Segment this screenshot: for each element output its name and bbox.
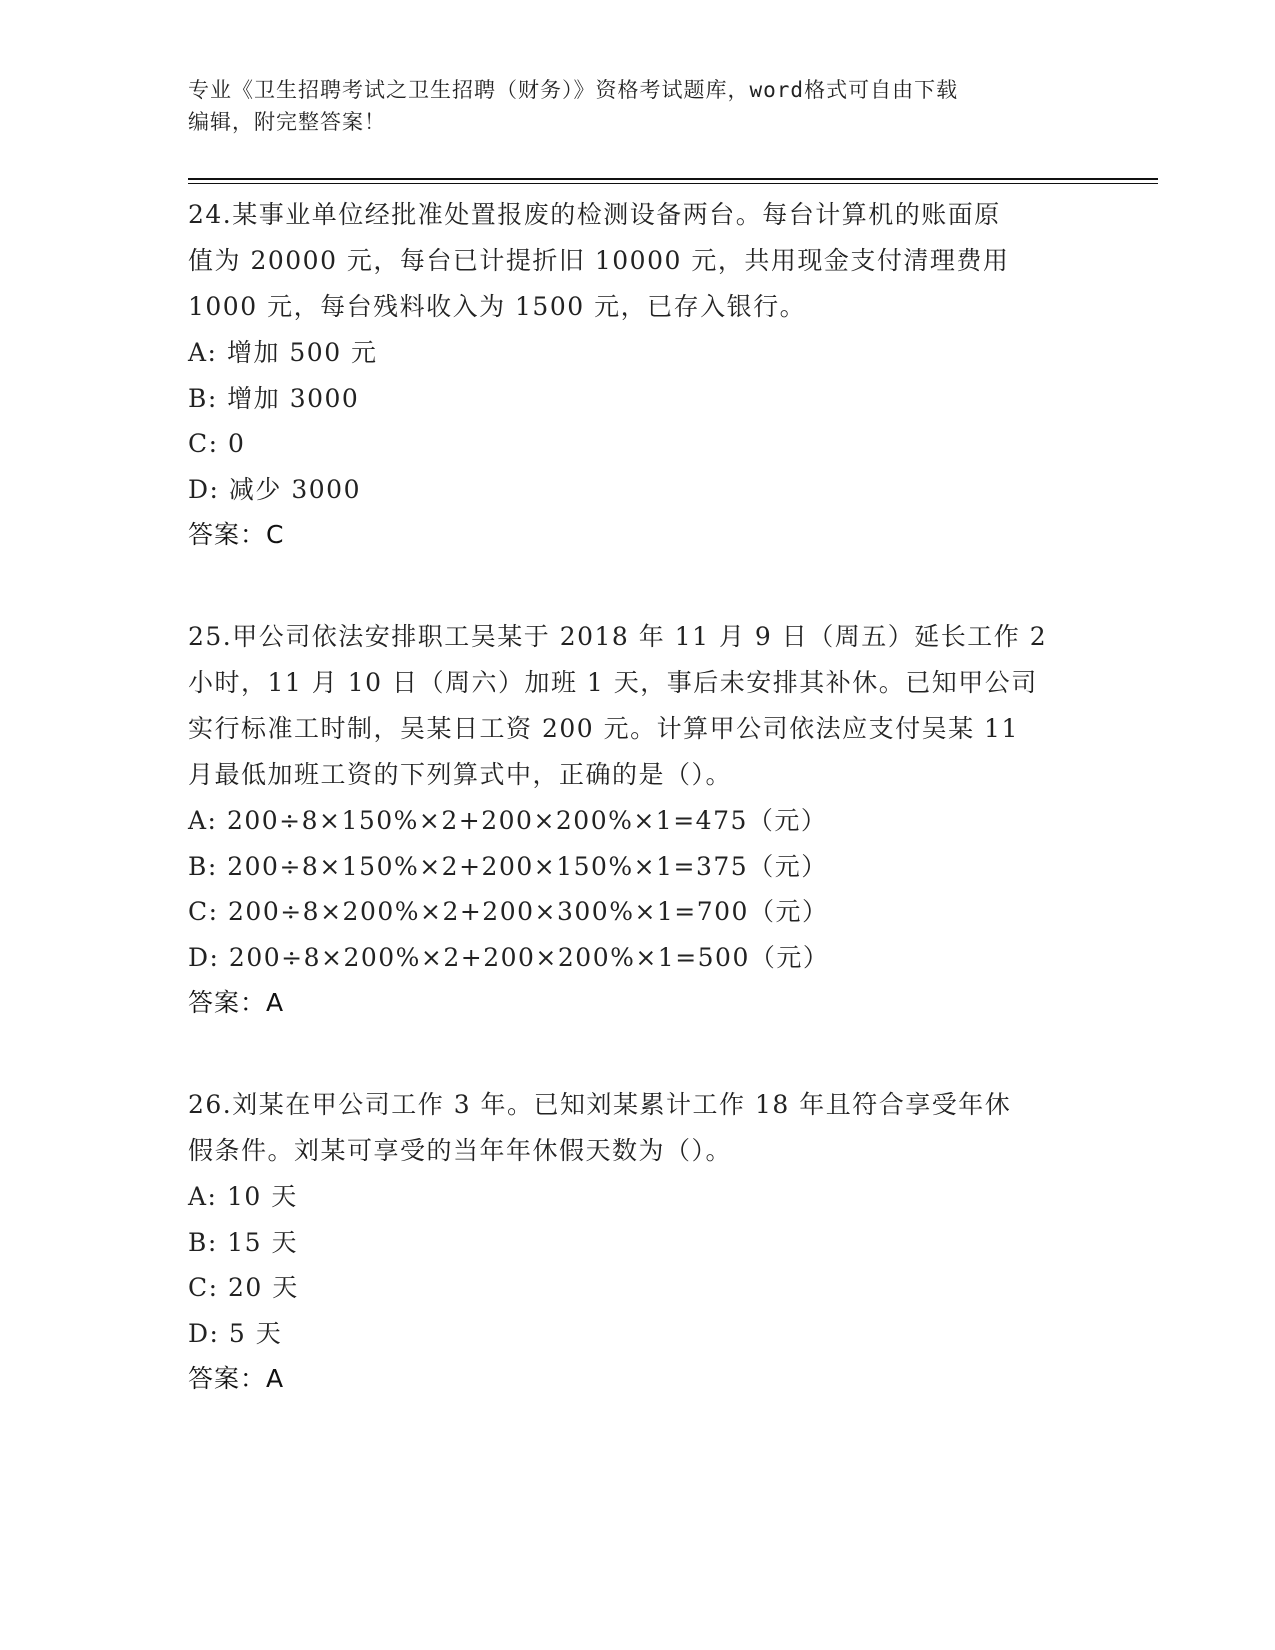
question-24 [188,192,1088,558]
header-line: 专业《卫生招聘考试之卫生招聘（财务）》资格考试题库，word格式可自由下载 [188,78,959,102]
option-label: C: [188,429,219,458]
option-a [188,330,1088,376]
option-label: D: [188,1318,220,1348]
option-label: B: [188,851,218,881]
option-label: C: [188,897,219,926]
option-c [188,421,1088,467]
option-text: 200÷8×200%×2+200×200%×1=500（元） [228,942,830,972]
option-text: 增加 3000 [227,383,360,413]
question-stem-line: 1000 元，每台残料收入为 1500 元，已存入银行。 [188,292,807,321]
option-b [188,376,1088,422]
document-header [188,74,1078,138]
option-c [188,889,1088,935]
option-d [188,1311,1088,1357]
option-text: 15 天 [227,1227,299,1257]
question-25 [188,614,1088,1026]
option-text: 200÷8×200%×2+200×300%×1=700（元） [228,897,829,926]
option-text: 200÷8×150%×2+200×150%×1=375（元） [227,851,828,881]
option-text: 0 [228,429,246,458]
question-26 [188,1082,1088,1402]
answer: 答案：C [188,520,285,549]
question-stem-line: 假条件。刘某可享受的当年年休假天数为（）。 [188,1136,733,1165]
option-label: A: [188,806,218,835]
question-stem-line: 值为 20000 元，每台已计提折旧 10000 元，共用现金支付清理费用 [188,246,1010,275]
option-text: 增加 500 元 [226,338,378,367]
option-d [188,467,1088,513]
option-text: 10 天 [226,1182,298,1211]
question-list [188,192,1088,1458]
question-stem-line: 实行标准工时制，吴某日工资 200 元。计算甲公司依法应支付吴某 11 [188,714,1019,743]
option-text: 5 天 [228,1318,283,1348]
option-a [188,1174,1088,1220]
question-stem [188,614,1088,798]
header-divider [188,178,1158,180]
question-stem-line: 24.某事业单位经批准处置报废的检测设备两台。每台计算机的账面原 [188,200,1001,229]
question-stem-line: 26.刘某在甲公司工作 3 年。已知刘某累计工作 18 年且符合享受年休 [188,1090,1012,1119]
question-stem-line: 小时，11 月 10 日（周六）加班 1 天，事后未安排其补休。已知甲公司 [188,668,1038,697]
option-b [188,844,1088,890]
option-label: C: [188,1273,219,1302]
option-text: 200÷8×150%×2+200×200%×1=475（元） [226,806,828,835]
option-label: B: [188,383,218,413]
option-b [188,1220,1088,1266]
question-stem-line: 月最低加班工资的下列算式中，正确的是（）。 [188,760,733,789]
option-c [188,1265,1088,1311]
answer: 答案：A [188,1364,285,1393]
option-label: A: [188,338,218,367]
option-label: D: [188,474,220,504]
option-label: D: [188,942,220,972]
question-stem-line: 25.甲公司依法安排职工吴某于 2018 年 11 月 9 日（周五）延长工作 2 [188,622,1048,651]
answer: 答案：A [188,988,285,1017]
option-text: 减少 3000 [228,474,361,504]
header-divider [188,183,1158,184]
option-label: A: [188,1182,218,1211]
option-d [188,935,1088,981]
option-text: 20 天 [228,1273,299,1302]
question-stem [188,1082,1088,1174]
option-a [188,798,1088,844]
question-stem [188,192,1088,330]
option-label: B: [188,1227,218,1257]
header-line: 编辑，附完整答案！ [188,110,386,134]
